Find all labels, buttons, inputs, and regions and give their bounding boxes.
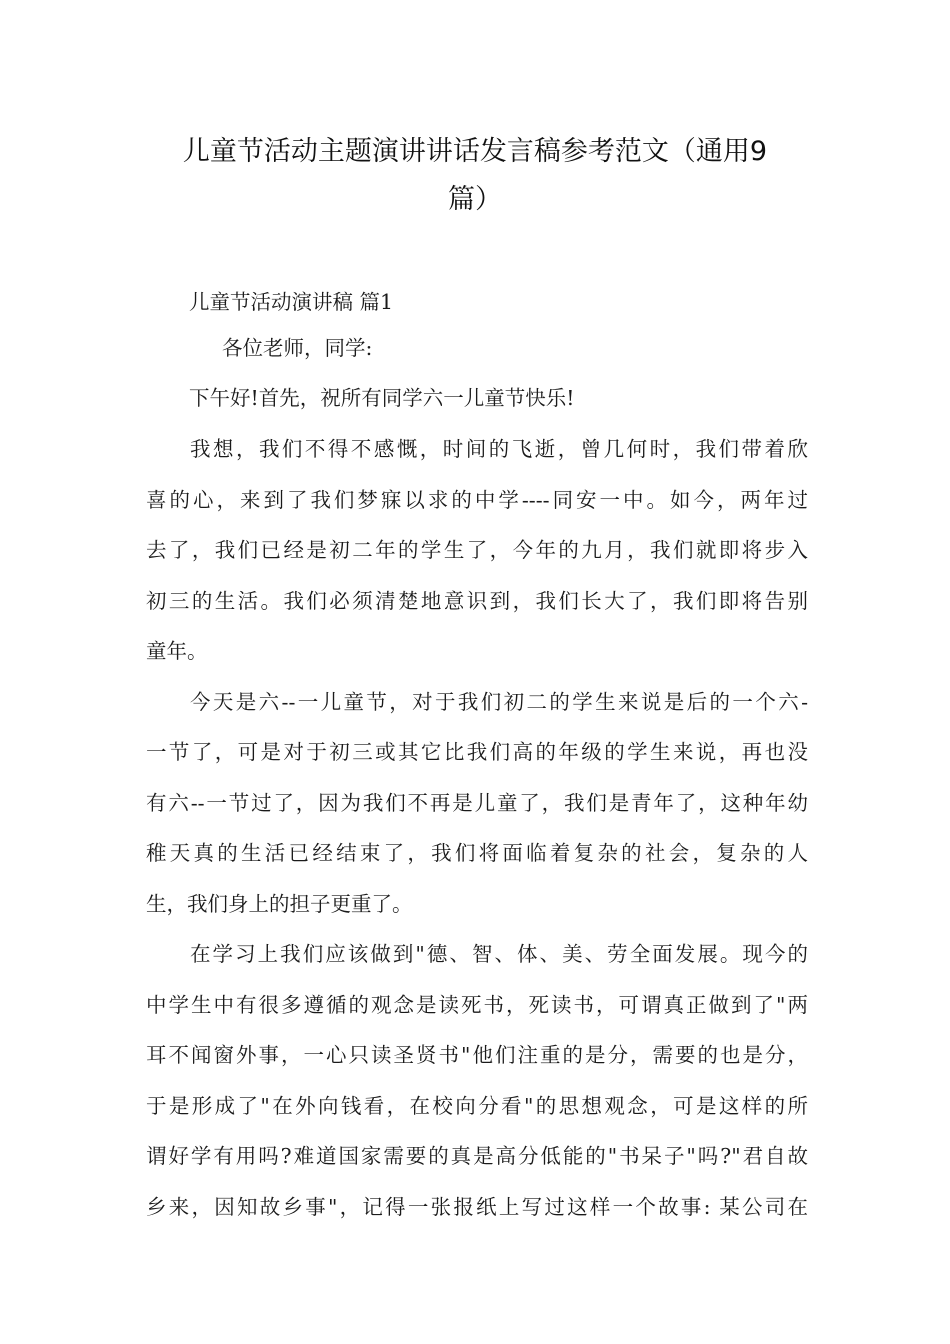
paragraph-line: 我想，我们不得不感慨，时间的飞逝，曾几何时，我们带着欣	[190, 437, 808, 461]
paragraph-line: 耳不闻窗外事，一心只读圣贤书"他们注重的是分，需要的也是分，	[146, 1043, 808, 1067]
paragraph-line: 于是形成了"在外向钱看，在校向分看"的思想观念，可是这样的所	[146, 1093, 808, 1118]
salutation: 各位老师，同学:	[222, 336, 373, 360]
paragraph-line: 谓好学有用吗?难道国家需要的真是高分低能的"书呆子"吗?"君自故	[146, 1144, 808, 1168]
paragraph-line: 今天是六--一儿童节，对于我们初二的学生来说是后的一个六-	[190, 689, 808, 714]
paragraph-line: 稚天真的生活已经结束了，我们将面临着复杂的社会，复杂的人	[146, 841, 808, 865]
paragraph-line: 在学习上我们应该做到"德、智、体、美、劳全面发展。现今的	[190, 942, 808, 966]
paragraph-line: 去了，我们已经是初二年的学生了，今年的九月，我们就即将步入	[146, 538, 808, 562]
paragraph-line: 童年。	[146, 639, 208, 663]
paragraph-3	[146, 929, 808, 1232]
document-title	[145, 128, 805, 224]
document-title-line-1: 儿童节活动主题演讲讲话发言稿参考范文（通用9	[182, 136, 768, 167]
paragraph-line: 喜的心，来到了我们梦寐以求的中学----同安一中。如今，两年过	[146, 487, 808, 512]
paragraph-line: 乡来，因知故乡事"，记得一张报纸上写过这样一个故事: 某公司在	[146, 1194, 808, 1219]
paragraph-line: 中学生中有很多遵循的观念是读死书，死读书，可谓真正做到了"两	[146, 992, 808, 1017]
greeting: 下午好!首先，祝所有同学六一儿童节快乐!	[189, 386, 575, 410]
paragraph-2	[146, 677, 808, 930]
document-body	[146, 280, 808, 1232]
paragraph-line: 有六--一节过了，因为我们不再是儿童了，我们是青年了，这种年幼	[146, 790, 808, 815]
document-title-line-2: 篇）	[448, 184, 502, 215]
paragraph-line: 初三的生活。我们必须清楚地意识到，我们长大了，我们即将告别	[146, 588, 808, 613]
section-heading: 儿童节活动演讲稿 篇1	[189, 290, 394, 314]
paragraph-line: 一节了，可是对于初三或其它比我们高的年级的学生来说，再也没	[146, 740, 808, 764]
paragraph-line: 生，我们身上的担子更重了。	[146, 891, 413, 916]
paragraph-1	[146, 424, 808, 677]
